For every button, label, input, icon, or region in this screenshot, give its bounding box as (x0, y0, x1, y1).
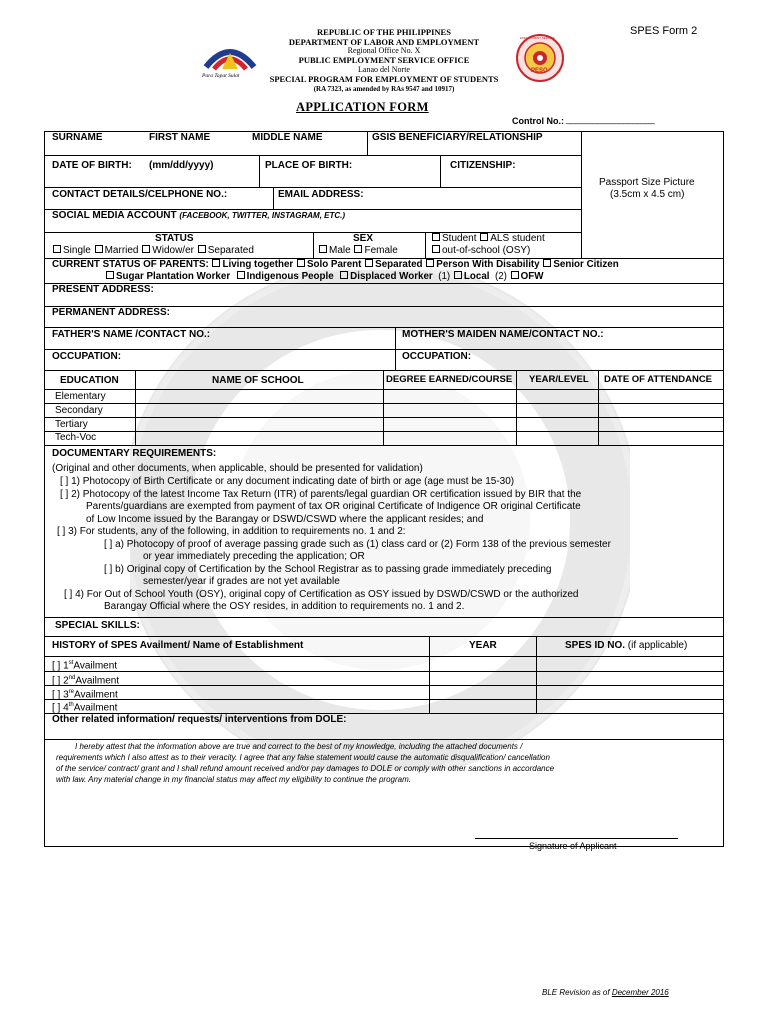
history-year-header: YEAR (469, 640, 497, 651)
dob-format: (mm/dd/yyyy) (149, 160, 214, 171)
availment-1-box: [ ] 1 (52, 660, 69, 672)
form-title: APPLICATION FORM (296, 100, 429, 114)
pwd-checkbox[interactable] (426, 259, 434, 267)
dole-logo (200, 35, 260, 85)
local-label: Local (463, 271, 490, 282)
other-info-label: Other related information/ requests/ interventions from DOLE: (52, 714, 347, 725)
social-hint: (FACEBOOK, TWITTER, INSTAGRAM, ETC.) (179, 211, 346, 220)
requirement-3: [ ] 3) For students, any of the following, in addition to requirements no. 1 and 2: (57, 526, 406, 537)
revision-footer (542, 988, 669, 997)
sugar-checkbox[interactable] (106, 271, 114, 279)
osy-checkbox[interactable] (432, 245, 440, 253)
availment-2-box: [ ] 2 (52, 675, 69, 687)
dole-logo-text: Para Tapat Sulat (202, 73, 240, 79)
n2-label: (2) (494, 271, 507, 282)
n1-label: (1) (438, 271, 451, 282)
photo-label-2: (3.5cm x 4.5 cm) (610, 189, 685, 200)
married-checkbox[interactable] (95, 245, 103, 253)
osy-option (431, 245, 530, 257)
availment-1-sup: st (68, 660, 74, 666)
availment-3-box: [ ] 3 (52, 689, 69, 701)
edu-header-year: YEAR/LEVEL (529, 374, 589, 385)
present-address-label: PRESENT ADDRESS: (52, 284, 154, 295)
status-label: STATUS (155, 233, 194, 244)
parents-status-label: CURRENT STATUS OF PARENTS: (52, 259, 209, 270)
peso-logo-text: PESO (531, 68, 548, 74)
permanent-address-label: PERMANENT ADDRESS: (52, 307, 170, 318)
peso-logo (516, 34, 564, 82)
middle-name-label: MIDDLE NAME (252, 132, 323, 143)
father-occupation-label: OCCUPATION: (52, 351, 122, 362)
requirement-4-cont: Barangay Official where the OSY resides, in addition to requirements no. 1 and 2. (104, 601, 465, 612)
indigenous-checkbox[interactable] (237, 271, 245, 279)
pob-label: PLACE OF BIRTH: (265, 160, 353, 171)
email-label: EMAIL ADDRESS: (278, 189, 364, 200)
revision-date: December 2016 (611, 988, 669, 997)
displaced-checkbox[interactable] (340, 271, 348, 279)
local-checkbox[interactable] (454, 271, 462, 279)
requirements-note: (Original and other documents, when applicable, should be presented for validation) (52, 463, 423, 474)
mother-occupation-label: OCCUPATION: (402, 351, 472, 362)
edu-header-education: EDUCATION (60, 375, 119, 386)
widow-label: Widow/er (152, 245, 194, 256)
student-label: Student (442, 233, 477, 244)
requirement-4: [ ] 4) For Out of School Youth (OSY), original copy of Certification as OSY issued by DSWD/CSWD or the authorized (64, 588, 579, 600)
header-line-5: Lanao del Norte (358, 65, 410, 74)
special-skills-label: SPECIAL SKILLS: (55, 620, 140, 631)
sex-label: SEX (353, 233, 374, 244)
requirements-title: DOCUMENTARY REQUIREMENTS: (52, 448, 217, 459)
spes-id-label: SPES ID NO. (565, 640, 626, 651)
availment-4-sup: th (68, 702, 74, 708)
edu-row-secondary: Secondary (55, 405, 103, 416)
history-spes-id-header (565, 640, 687, 652)
married-label: Married (104, 245, 139, 256)
father-label: FATHER'S NAME /CONTACT NO.: (52, 329, 211, 340)
als-checkbox[interactable] (480, 233, 488, 241)
senior-label: Senior Citizen (553, 259, 619, 270)
living-label: Living together (222, 259, 294, 270)
gsis-label: GSIS BENEFICIARY/RELATIONSHIP (372, 132, 543, 143)
availment-1[interactable] (52, 657, 117, 672)
availment-4[interactable] (52, 699, 117, 714)
citizenship-label: CITIZENSHIP: (450, 160, 516, 171)
requirement-2-cont-2: of Low Income issued by the Barangay or DSWD/CSWD where the applicant resides; and (86, 513, 484, 525)
edu-header-degree: DEGREE EARNED/COURSE (386, 374, 513, 385)
header-line-6: SPECIAL PROGRAM FOR EMPLOYMENT OF STUDENTS (269, 74, 499, 84)
control-no-label: Control No.: (512, 116, 564, 126)
senior-checkbox[interactable] (543, 259, 551, 267)
revision-prefix: BLE Revision as of (542, 988, 610, 997)
displaced-label: Displaced Worker (350, 271, 433, 282)
signature-label: Signature of Applicant (529, 841, 617, 851)
widow-checkbox[interactable] (142, 245, 150, 253)
requirement-3a: [ ] a) Photocopy of proof of average passing grade such as (1) class card or (2) Form 138 of the previous semester (104, 538, 611, 550)
male-label: Male (329, 245, 351, 256)
history-header: HISTORY of SPES Availment/ Name of Establishment (52, 640, 304, 651)
attestation-line-3: of the service/ contract/ grant and I shall refund amount received and/or pay damages to DOLE or comply with other sanctions in accordance (56, 764, 555, 773)
attestation-line-2: requirements which I also attest as to their veracity. I agree that any false statement would cause the automatic disqualification/ cancellation (56, 753, 550, 762)
header-line-3: Regional Office No. X (347, 46, 421, 55)
contact-label: CONTACT DETAILS/CELPHONE NO.: (52, 189, 228, 200)
mother-label: MOTHER'S MAIDEN NAME/CONTACT NO.: (402, 329, 604, 340)
requirement-3b-cont: semester/year if grades are not yet available (143, 576, 340, 587)
header-line-1: REPUBLIC OF THE PHILIPPINES (317, 27, 451, 37)
single-label: Single (63, 245, 91, 256)
edu-header-date: DATE OF ATTENDANCE (604, 374, 713, 385)
student-checkbox[interactable] (432, 233, 440, 241)
edu-row-elementary: Elementary (55, 391, 106, 402)
single-checkbox[interactable] (53, 245, 61, 253)
osy-label: out-of-school (OSY) (442, 245, 531, 256)
parents-status-row-2 (105, 271, 544, 283)
header-line-7: (RA 7323, as amended by RAs 9547 and 10917) (313, 85, 455, 93)
spes-id-note: (if applicable) (627, 640, 688, 651)
availment-1-label: Availment (73, 660, 118, 672)
first-name-label: FIRST NAME (149, 132, 211, 143)
edu-row-tertiary: Tertiary (55, 419, 88, 430)
indigenous-label: Indigenous People (246, 271, 334, 282)
living-checkbox[interactable] (212, 259, 220, 267)
requirement-1: [ ] 1) Photocopy of Birth Certificate or any document indicating date of birth or age (age must be 15-30) (60, 476, 515, 487)
separated-checkbox[interactable] (198, 245, 206, 253)
availment-4-label: Availment (73, 702, 118, 714)
signature-line[interactable] (475, 838, 678, 839)
sugar-label: Sugar Plantation Worker (116, 271, 231, 282)
form-code: SPES Form 2 (630, 25, 698, 37)
dob-label: DATE OF BIRTH: (52, 160, 132, 171)
requirement-2: [ ] 2) Photocopy of the latest Income Tax Return (ITR) of parents/legal guardian OR certification issued by BIR that the (60, 488, 582, 500)
edu-row-techvoc: Tech-Voc (55, 432, 97, 443)
header-line-2: DEPARTMENT OF LABOR AND EMPLOYMENT (288, 37, 480, 47)
student-options (431, 233, 545, 245)
control-no-field[interactable]: ____________________ (566, 114, 655, 124)
als-label: ALS student (490, 233, 545, 244)
header-line-4: PUBLIC EMPLOYMENT SERVICE OFFICE (298, 55, 470, 65)
availment-3-sup: re (68, 689, 75, 695)
availment-2-label: Availment (75, 675, 120, 687)
parents-status-row-1 (52, 259, 619, 271)
photo-label-1: Passport Size Picture (599, 177, 695, 188)
female-checkbox[interactable] (354, 245, 362, 253)
requirement-3b: [ ] b) Original copy of Certification by the School Registrar as to passing grade immediately preceding (104, 563, 552, 575)
p-separated-checkbox[interactable] (365, 259, 373, 267)
sex-options (318, 245, 398, 257)
solo-checkbox[interactable] (297, 259, 305, 267)
requirement-3a-cont: or year immediately preceding the application; OR (143, 551, 365, 562)
social-media-row (52, 210, 345, 222)
solo-label: Solo Parent (306, 259, 362, 270)
social-label: SOCIAL MEDIA ACCOUNT (52, 210, 177, 221)
p-separated-label: Separated (375, 259, 423, 270)
female-label: Female (364, 245, 398, 256)
attestation-line-4: with law. Any material change in my financial status may affect my eligibility to continue the program. (56, 775, 411, 784)
availment-3-label: Availment (74, 689, 118, 701)
male-checkbox[interactable] (319, 245, 327, 253)
availment-4-box: [ ] 4 (52, 702, 69, 714)
pwd-label: Person With Disability (436, 259, 540, 270)
attestation-line-1: I hereby attest that the information above are true and correct to the best of my knowledge, including the attached documents / (75, 742, 523, 751)
surname-label: SURNAME (52, 132, 103, 143)
status-options (52, 245, 254, 257)
ofw-label: OFW (520, 271, 544, 282)
edu-header-school: NAME OF SCHOOL (212, 375, 304, 386)
peso-logo-ring-text: EMPLOYMENT SERVICE (520, 36, 555, 40)
availment-2-sup: nd (68, 675, 76, 681)
ofw-checkbox[interactable] (511, 271, 519, 279)
requirement-2-cont-1: Parents/guardians are exempted from payment of tax OR original Certificate of Indigence OR original Certificate (86, 501, 581, 512)
separated-label: Separated (207, 245, 254, 256)
